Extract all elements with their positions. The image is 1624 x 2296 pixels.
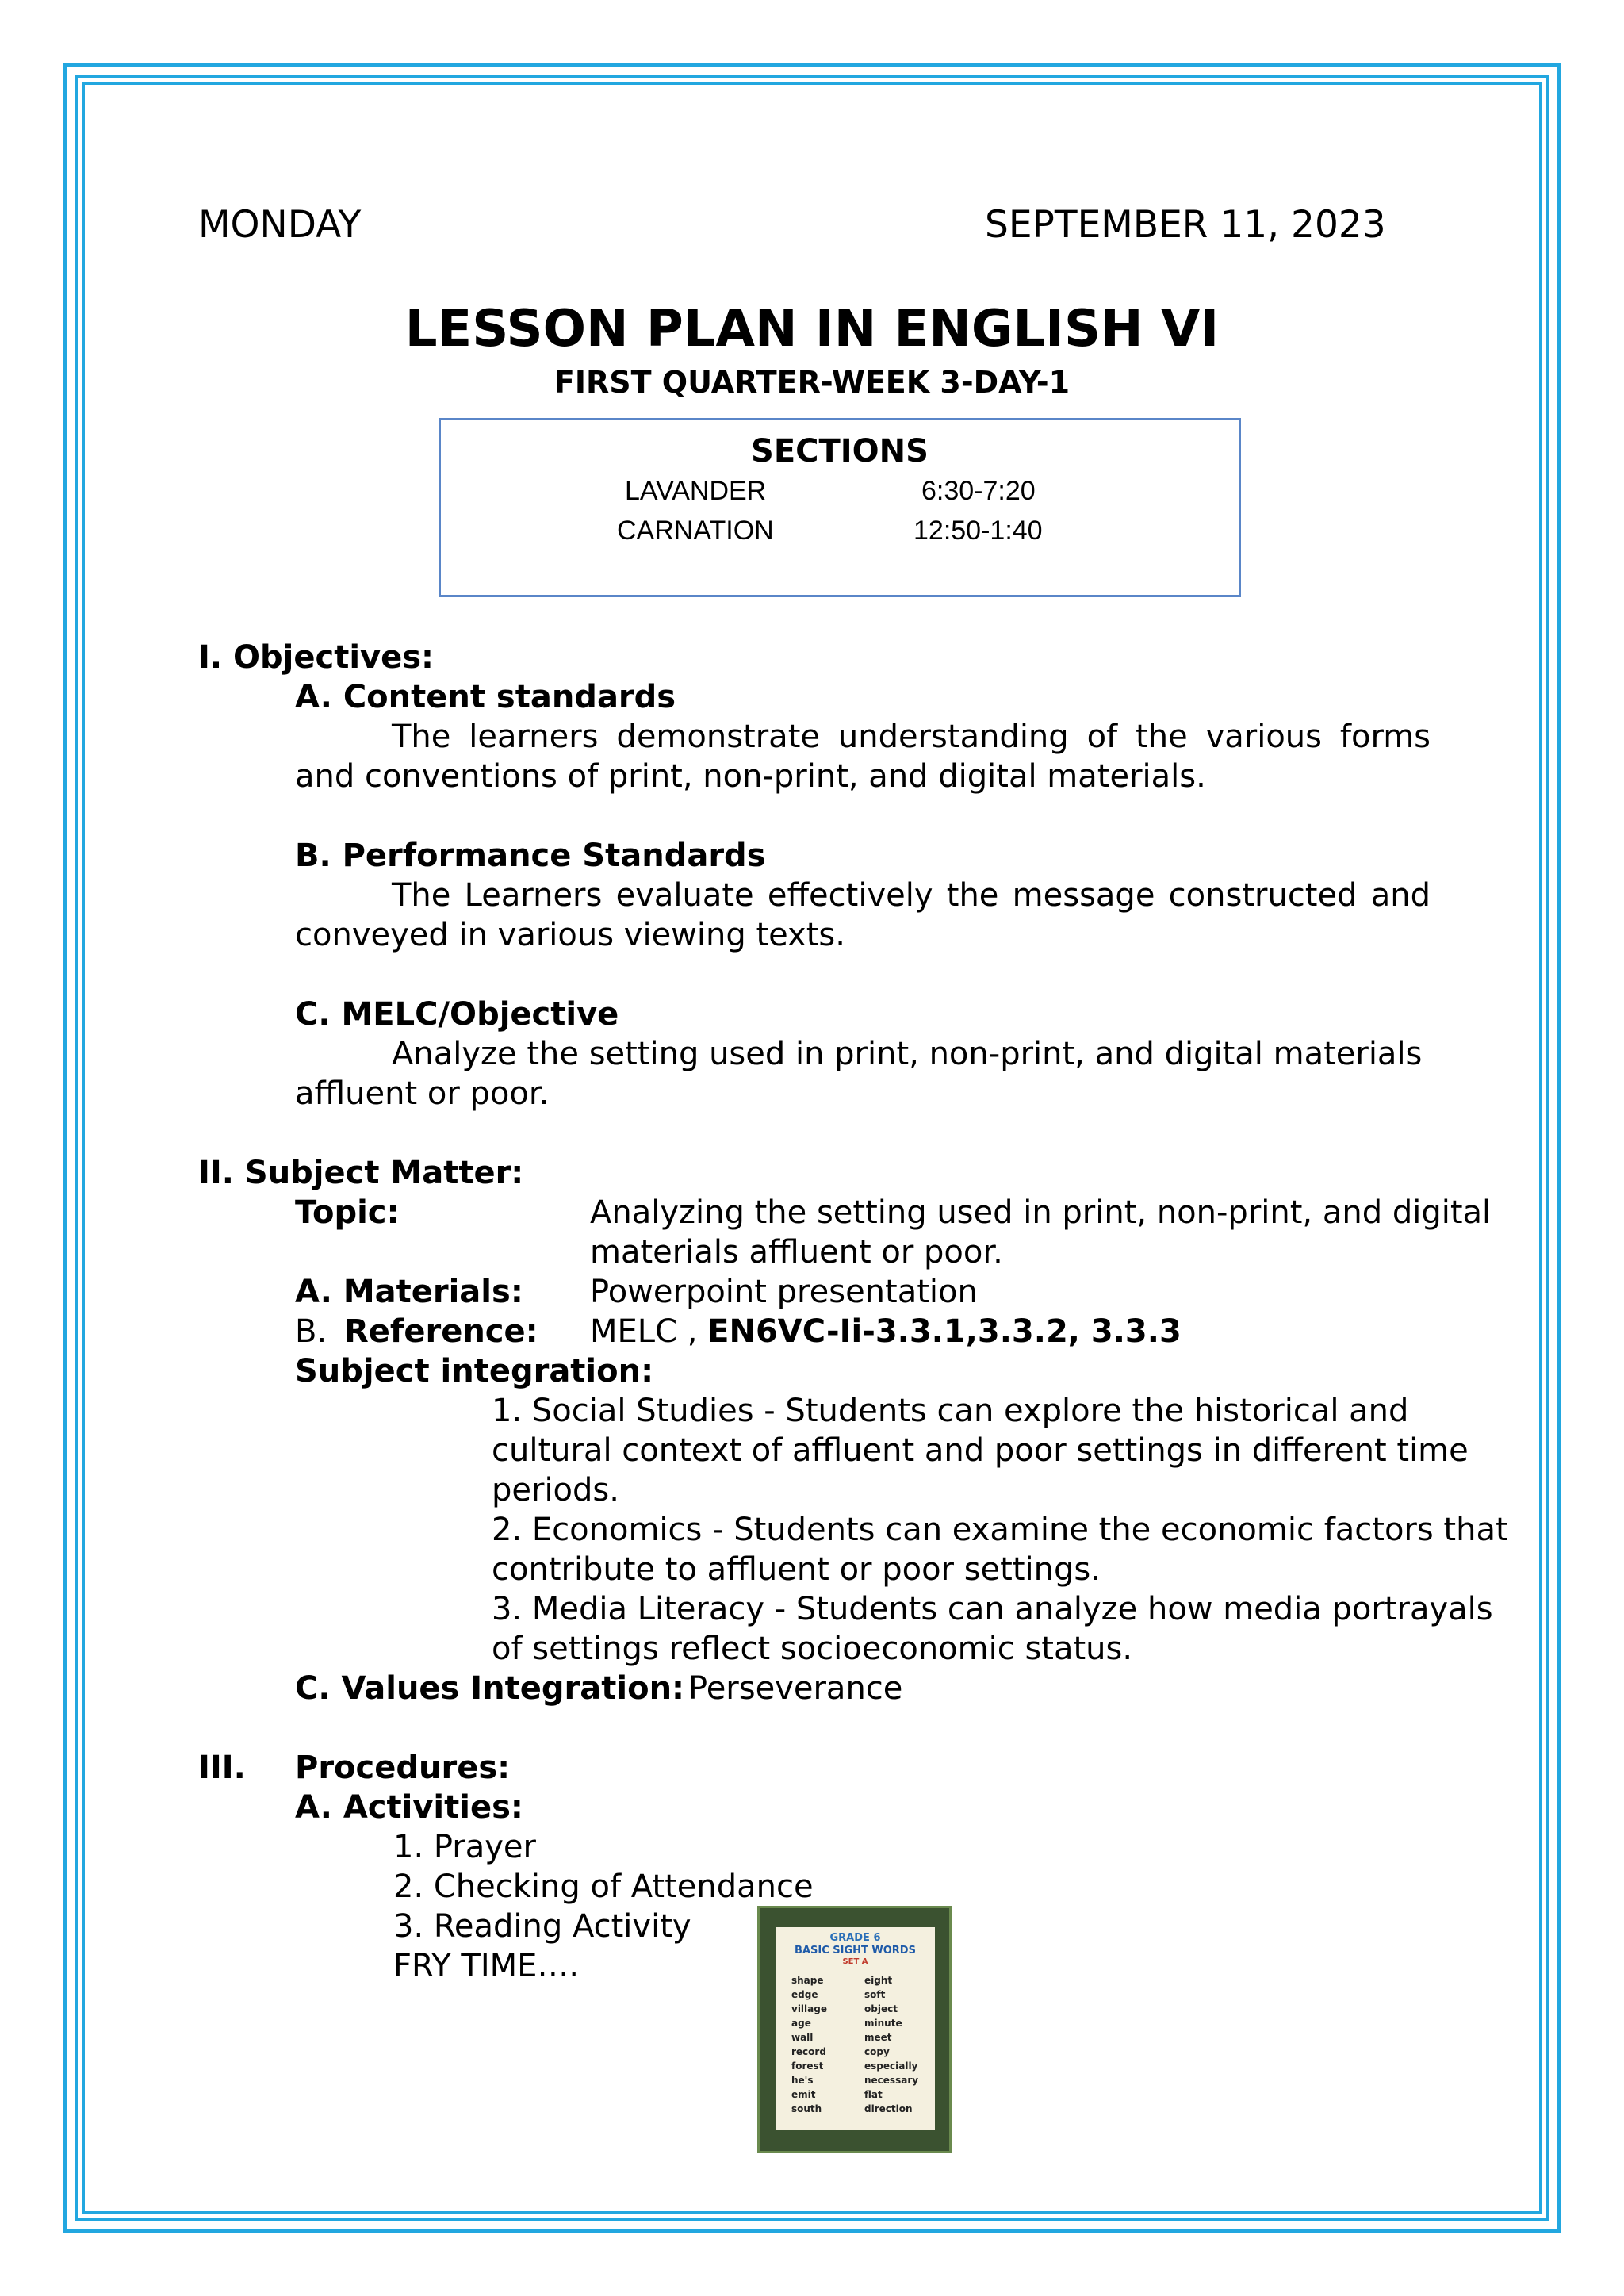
section-name: LAVANDER — [625, 476, 767, 506]
melc-text: Analyze the setting used in print, non-print, and digital materials affluent or poor. — [295, 1036, 1423, 1112]
reference-label: Reference: — [344, 1313, 538, 1350]
integration-line: cultural context of affluent and poor settings in different time — [492, 1432, 1469, 1469]
card-word: wall — [791, 2032, 814, 2043]
card-word: especially — [864, 2060, 918, 2072]
topic-value-cont: materials affluent or poor. — [590, 1234, 1003, 1271]
section-time: 12:50-1:40 — [914, 516, 1043, 546]
card-word: record — [791, 2046, 826, 2057]
procedures-numeral: III. — [198, 1750, 246, 1786]
section-name: CARNATION — [617, 516, 774, 546]
activity-item: FRY TIME…. — [393, 1948, 580, 1984]
reference-value — [590, 1312, 1182, 1351]
card-word: age — [791, 2018, 811, 2029]
melc-heading: C. MELC/Objective — [295, 996, 619, 1033]
card-grade: GRADE 6 — [829, 1932, 881, 1944]
page-subtitle: FIRST QUARTER-WEEK 3-DAY-1 — [553, 365, 1071, 400]
sight-words-card-paper — [776, 1927, 935, 2130]
performance-standards-heading: B. Performance Standards — [295, 838, 766, 874]
card-word: meet — [864, 2032, 892, 2043]
card-word: shape — [791, 1975, 824, 1986]
integration-line: 1. Social Studies - Students can explore the historical and — [492, 1393, 1409, 1429]
card-word: object — [864, 2003, 898, 2014]
lesson-date: SEPTEMBER 11, 2023 — [985, 203, 1386, 247]
card-word: flat — [864, 2089, 883, 2100]
card-word: village — [791, 2003, 827, 2014]
performance-standards-text: The Learners evaluate effectively the message constructed and conveyed in various viewing texts. — [295, 877, 1431, 953]
content-standards-heading: A. Content standards — [295, 679, 676, 715]
lesson-day: MONDAY — [198, 203, 362, 247]
topic-value: Analyzing the setting used in print, non-print, and digital — [590, 1194, 1492, 1231]
reference-plain: MELC , — [590, 1313, 698, 1350]
integration-line: of settings reflect socioeconomic status. — [492, 1631, 1133, 1667]
activity-item: 1. Prayer — [393, 1829, 536, 1865]
activity-item: 2. Checking of Attendance — [393, 1869, 814, 1905]
page-title: LESSON PLAN IN ENGLISH VI — [404, 300, 1220, 358]
materials-label: A. Materials: — [295, 1274, 523, 1310]
card-word: emit — [791, 2089, 816, 2100]
card-word: soft — [864, 1989, 886, 2000]
card-word: he's — [791, 2075, 814, 2086]
card-word: copy — [864, 2046, 890, 2057]
activities-heading: A. Activities: — [295, 1789, 523, 1826]
card-words-col2 — [864, 1973, 918, 2116]
card-title: BASIC SIGHT WORDS — [795, 1945, 916, 1957]
section-time: 6:30-7:20 — [921, 476, 1036, 506]
topic-label: Topic: — [295, 1194, 400, 1231]
integration-line: periods. — [492, 1472, 619, 1508]
card-word: south — [791, 2103, 822, 2114]
reference-letter: B. — [295, 1313, 327, 1350]
procedures-heading: Procedures: — [295, 1750, 511, 1786]
sections-box — [439, 418, 1241, 597]
card-word: direction — [864, 2103, 913, 2114]
integration-line: contribute to affluent or poor settings. — [492, 1551, 1101, 1588]
subject-integration-heading: Subject integration: — [295, 1353, 654, 1389]
card-word: edge — [791, 1989, 818, 2000]
card-word: forest — [791, 2060, 824, 2072]
values-integration-label: C. Values Integration: — [295, 1670, 685, 1707]
card-word: necessary — [864, 2075, 919, 2086]
card-word: minute — [864, 2018, 902, 2029]
subject-matter-heading: II. Subject Matter: — [198, 1155, 524, 1191]
card-set: SET A — [842, 1957, 868, 1966]
materials-value: Powerpoint presentation — [590, 1274, 978, 1310]
objectives-heading: I. Objectives: — [198, 639, 435, 676]
integration-line: 2. Economics - Students can examine the economic factors that — [492, 1512, 1508, 1548]
reference-code: EN6VC-Ii-3.3.1,3.3.2, 3.3.3 — [707, 1313, 1182, 1350]
values-integration-value: Perseverance — [688, 1670, 903, 1707]
integration-line: 3. Media Literacy - Students can analyze how media portrayals — [492, 1591, 1493, 1627]
sight-words-card-image — [757, 1906, 952, 2153]
activity-item: 3. Reading Activity — [393, 1908, 691, 1945]
card-words-col1 — [791, 1973, 827, 2116]
sections-heading: SECTIONS — [751, 433, 929, 470]
content-standards-text: The learners demonstrate understanding of the various forms and conventions of print, non-print, and digital materials. — [295, 719, 1431, 795]
card-word: eight — [864, 1975, 893, 1986]
